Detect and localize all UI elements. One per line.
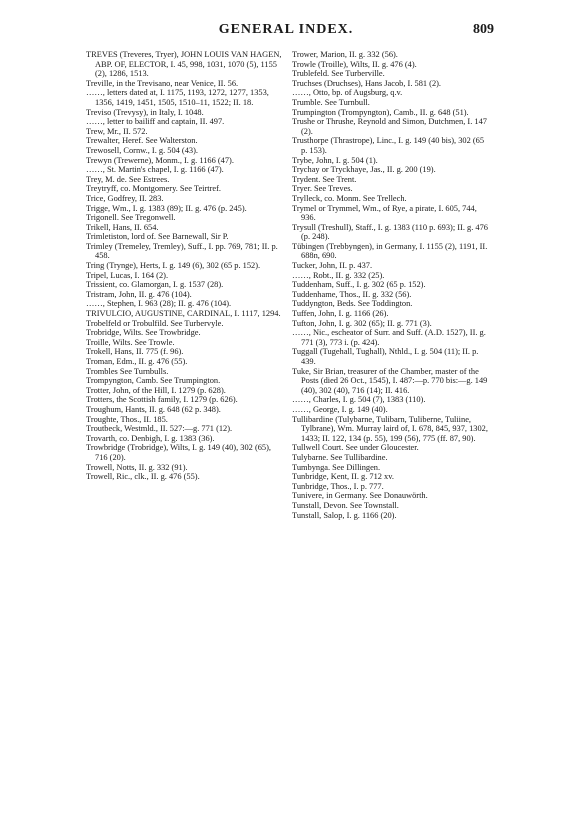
index-entry: Trigge, Wm., I. g. 1383 (89); II. g. 476 (p. 245). [86,203,247,213]
index-entry: Trice, Godfrey, II. 283. [86,193,164,203]
index-entry: Tring (Trynge), Herts, I. g. 149 (6), 302 (65 p. 152). [86,261,261,271]
index-entry: Trombles See Turnbulls. [86,366,169,376]
index-entry: Trowell, Ric., clk., II. g. 476 (55). [86,472,200,482]
index-entry: Tunbridge, Thos., I. p. 777. [292,481,384,491]
index-entry: Trimley (Tremeley, Tremley), Suff., I. pp. 769, 781; II. p. 458. [86,241,278,261]
index-entry: Truchses (Druchses), Hans Jacob, I. 581 (2). [292,78,442,88]
index-entry: Trumpington (Trompyngton), Camb., II. g. 648 (51). [292,107,469,117]
index-entry: TREVES (Treveres, Tryer), JOHN LOUIS VAN HAGEN, ABP. OF, ELECTOR, I. 45, 998, 1031, 1070 (5), 1155 (2), 1286, 1513. [86,50,282,79]
index-entry: Trowell, Notts, II. g. 332 (91). [86,462,188,472]
index-entry: Trewyn (Trewerne), Monm., I. g. 1166 (47). [86,155,234,165]
index-entry: ……, Stephen, I. 963 (28); II. g. 476 (104). [86,299,232,309]
index-entry: Tulybarne. See Tullibardine. [292,452,388,462]
index-entry: Trowbridge (Trobridge), Wilts, I. g. 149 (40), 302 (65), 716 (20). [86,443,271,462]
index-entry: Tuddenhame, Thos., II. g. 332 (56). [292,289,412,299]
index-entry: Tullwell Court. See under Gloucester. [292,443,419,453]
index-entry: Tristram, John, II. g. 476 (104). [86,289,192,299]
index-entry: Trewalter, Heref. See Walterston. [86,136,198,146]
index-entry: Trymel or Trymmel, Wm., of Rye, a pirate, I. 605, 744, 936. [292,203,477,223]
index-entry: Trobelfeld or Trobulfild. See Turbervyle. [86,318,224,328]
index-entry: Trublefeld. See Turberville. [292,69,385,79]
index-entry: ……, George, I. g. 149 (40). [292,404,388,414]
index-entry: Troughum, Hants, II. g. 648 (62 p. 348). [86,404,221,414]
index-entry: Tucker, John, II. p. 437. [292,261,373,271]
index-entry: Trigonell. See Tregonwell. [86,213,176,223]
index-entry: Tuddenham, Suff., I. g. 302 (65 p. 152). [292,280,426,290]
index-entry: Trissient, co. Glamorgan, I. g. 1537 (28). [86,280,224,290]
index-entry: Trydent. See Trent. [292,174,357,184]
index-entry: ……, Charles, I. g. 504 (7), 1383 (110). [292,395,426,405]
left-index-column [86,50,284,520]
index-entry: Tumbynga. See Dillingen. [292,462,381,472]
index-entry: Tunstall, Salop, I. g. 1166 (20). [292,510,397,520]
index-entry: Trushe or Thrushe, Reynold and Simon, Dutchmen, I. 147 (2). [292,117,487,136]
index-entry: Trotter, John, of the Hill, I. 1279 (p. 628). [86,385,226,395]
index-entry: ……, letter to bailiff and captain, II. 497. [86,117,225,127]
index-entry: Tuffen, John, I. g. 1166 (26). [292,309,389,319]
index-entry: Treytryff, co. Montgomery. See Teirtref. [86,184,222,194]
index-entry: Trokell, Hans, II. 775 (f. 96). [86,347,184,357]
index-entry: Tryer. See Treves. [292,184,353,194]
index-entry: Tufton, John, I. g. 302 (65); II. g. 771 (3). [292,318,432,328]
index-entry: Trusthorpe (Thrastrope), Linc., I. g. 149 (40 bis), 302 (65 p. 153). [292,136,485,155]
index-entry: Troughte, Thos., II. 185. [86,414,168,424]
index-entry: Tübingen (Trebbyngen), in Germany, I. 1155 (2), 1191, II. 688n, 690. [292,241,488,261]
index-entry: Treville, in the Trevisano, near Venice, II. 56. [86,78,239,88]
index-entry: ……, Otto, bp. of Augsburg, q.v. [292,88,403,98]
index-entry: Trew, Mr., II. 572. [86,126,148,136]
index-entry: TRIVULCIO, AUGUSTINE, CARDINAL, I. 1117, 1294. [86,309,281,319]
index-entry: Treviso (Trevysy), in Italy, I. 1048. [86,107,204,117]
index-entry: Tuddyngton, Beds. See Toddington. [292,299,413,309]
index-entry: Trobridge, Wilts. See Trowbridge. [86,328,201,338]
index-entry: ……, Robt., II. g. 332 (25). [292,270,385,280]
index-entry: Troutbeck, Westmld., II. 527:—g. 771 (12). [86,424,233,434]
index-entry: Tripel, Lucas, I. 164 (2). [86,270,169,280]
index-entry: Tuggall (Tugehall, Tughall), Nthld., I. g. 504 (11); II. p. 439. [292,347,479,366]
index-entry: ……, St. Martin's chapel, I. g. 1166 (47). [86,165,224,175]
index-entry: Trylleck, co. Monm. See Trellech. [292,193,407,203]
index-entry: Trowle (Troille), Wilts, II. g. 476 (4). [292,59,417,69]
index-entry: ……, letters dated at, I. 1175, 1193, 1272, 1277, 1353, 1356, 1419, 1451, 1505, 1510–11, 1522; II. 18. [86,88,269,107]
right-index-column [292,50,490,520]
index-entry: Trysull (Treshull), Staff., I. g. 1383 (110 p. 693); II. g. 476 (p. 248). [292,222,488,242]
page-number: 809 [473,22,494,37]
index-entry: Troille, Wilts. See Trowle. [86,337,175,347]
index-title: GENERAL INDEX. [218,22,354,37]
index-entry: Trower, Marion, II. g. 332 (56). [292,50,398,59]
index-entry: Trewosell, Cornw., I. g. 504 (43). [86,145,198,155]
index-entry: Trotters, the Scottish family, I. 1279 (p. 626). [86,395,238,405]
index-entry: ……, Nic., escheator of Surr. and Suff. (A.D. 1527), II. g. 771 (3), 773 i. (p. 424). [292,328,486,347]
index-entry: Tunivere, in Germany. See Donauwörth. [292,491,428,501]
index-entry: Trimletiston, lord of. See Barnewall, Sir P. [86,232,229,242]
index-columns [86,50,490,520]
index-entry: Trybe, John, I. g. 504 (1). [292,155,378,165]
index-entry: Tunstall, Devon. See Townstall. [292,500,399,510]
index-entry: Trumble. See Turnbull. [292,97,370,107]
index-entry: Trovarth, co. Denbigh, I. g. 1383 (36). [86,433,215,443]
index-entry: Trompyngton, Camb. See Trumpington. [86,376,221,386]
index-entry: Troman, Edm., II. g. 476 (55). [86,357,188,366]
index-entry: Tunbridge, Kent, II. g. 712 xv. [292,472,394,482]
index-entry: Tullibardine (Tulybarne, Tulibarn, Tuliberne, Tuliine, Tylbrane), Wm. Murray laird of, I. 678, 845, 937, 1302, 1433; II. 122, 134 (p. 55), 199 (56), 775 (ff. 87, 90). [292,414,488,443]
index-entry: Trey, M. de. See Estrees. [86,174,170,184]
index-entry: Trychay or Tryckhaye, Jas., II. g. 200 (19). [292,165,436,175]
index-entry: Tuke, Sir Brian, treasurer of the Chamber, master of the Posts (died 26 Oct., 1545), I. 487:—p. 770 bis:—g. 149 (40), 302 (40), 716 (14); II. 416. [292,366,488,395]
index-entry: Trikell, Hans, II. 654. [86,222,159,232]
page-header [86,22,494,40]
